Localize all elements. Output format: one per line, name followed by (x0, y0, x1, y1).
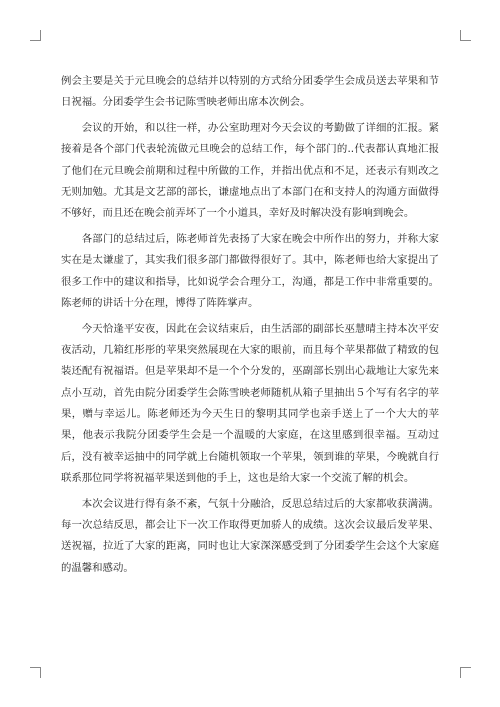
paragraph-teacher-remarks: 各部门的总结过后，陈老师首先表扬了大家在晚会中所作出的努力，并称大家实在是太谦虚了，其实我们很多部门都做得很好了。其中，陈老师也给大家提出了很多工作中的建议和指导，比如说学会合理分工，沟通，都是工作中非常重要的。陈老师的讲话十分在理，博得了阵阵掌声。 (61, 233, 439, 309)
paragraph-meeting-start: 会议的开始，和以往一样，办公室助理对今天会议的考勤做了详细的汇报。紧接着是各个部门代表轮流做元旦晚会的总结工作，每个部门的..代表都认真地汇报了他们在元旦晚会前期和过程中所做的工作，并指出优点和不足，还表示有则改之无则加勉。尤其是文艺部的部长，谦虚地点出了本部门在和支持人的沟通方面做得不够好，而且还在晚会前弄坏了一个小道具，幸好及时解决没有影响到晚会。 (61, 122, 439, 220)
paragraph-christmas-eve-activity: 今天恰逢平安夜，因此在会议结束后，由生活部的副部长巫慧晴主持本次平安夜活动，几箱红彤彤的苹果突然展现在大家的眼前，而且每个苹果都做了精致的包装还配有祝福语。但是苹果却不是一个个分发的，巫副部长别出心裁地让大家先来点小互动，首先由院分团委学生会陈雪映老师随机从箱子里抽出５个写有名字的苹果，赠与幸运儿。陈老师还为今天生日的黎明其同学也亲手送上了一个大大的苹果，他表示我院分团委学生会是一个温暖的大家庭，在这里感到很幸福。互动过后，没有被幸运抽中的同学就上台随机领取一个苹果，领到谁的苹果，今晚就自行联系那位同学将祝福苹果送到他的手上，这也是给大家一个交流了解的机会。 (61, 322, 439, 484)
document-body (61, 71, 439, 583)
corner-mark-top-right (460, 30, 471, 41)
corner-mark-bottom-left (30, 667, 41, 678)
paragraph-summary: 本次会议进行得有条不紊，气氛十分融洽，反思总结过后的大家都收获满满。每一次总结反思，都会让下一次工作取得更加骄人的成绩。这次会议最后发苹果、送祝福，拉近了大家的距离，同时也让大家深深感受到了分团委学生会这个大家庭的温馨和感动。 (61, 497, 439, 574)
paragraph-continuation: 例会主要是关于元旦晚会的总结并以特别的方式给分团委学生会成员送去苹果和节日祝福。分团委学生会书记陈雪映老师出席本次例会。 (61, 75, 439, 109)
corner-mark-top-left (30, 30, 41, 41)
corner-mark-bottom-right (460, 667, 471, 678)
